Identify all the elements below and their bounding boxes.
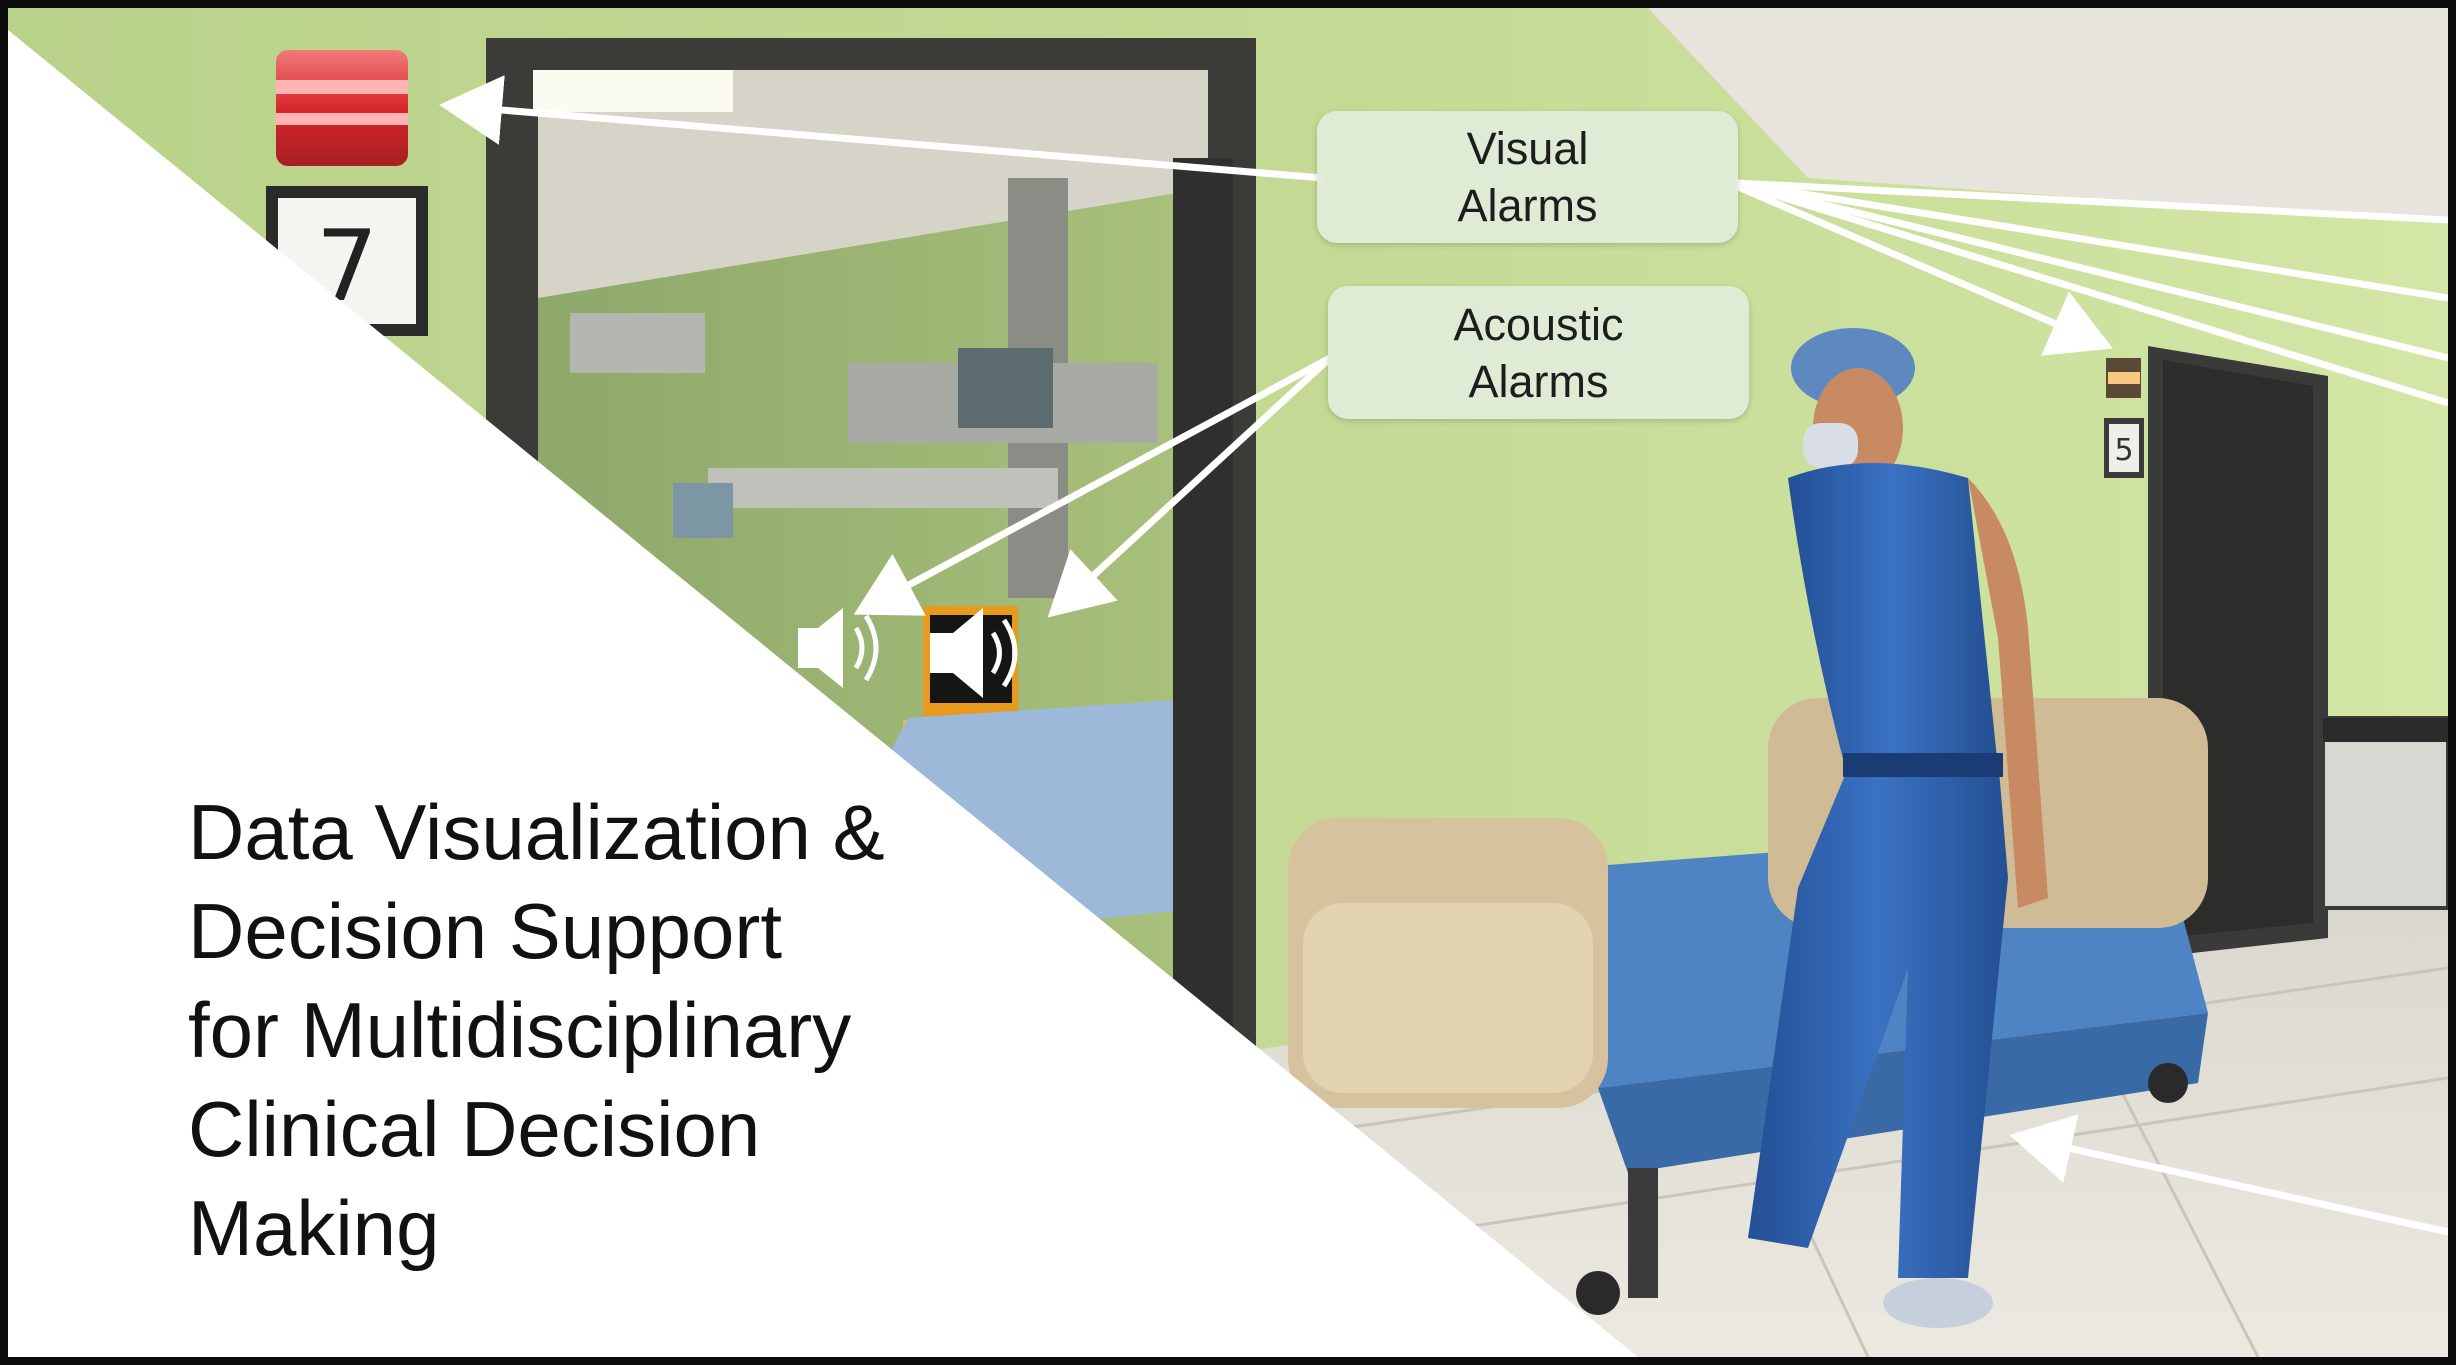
callout-line: Visual [1466,123,1589,174]
headline-line: Making [188,1184,440,1272]
headline-line: Clinical Decision [188,1085,761,1173]
acoustic-alarms-callout [1328,286,1749,419]
door-alarm-light [2106,358,2141,398]
door-number: 5 [2114,433,2134,468]
door-jamb [1173,158,1233,1098]
supply-cart [2323,718,2448,908]
ceiling-light [533,70,733,112]
wall-monitor [673,483,733,538]
visual-alarms-callout [1317,111,1738,243]
headline-line: Data Visualization & [188,788,885,876]
ceiling-alarm-light [276,50,408,166]
air-vent [570,313,705,373]
room-number: 7 [315,210,379,324]
door-number-sign [2104,418,2144,478]
headline-line: for Multidisciplinary [188,986,852,1074]
headline [188,783,1088,1278]
callout-line: Acoustic [1453,298,1624,350]
callout-line: Alarms [1468,355,1609,407]
headline-line: Decision Support [188,887,782,975]
callout-line: Alarms [1457,180,1598,231]
